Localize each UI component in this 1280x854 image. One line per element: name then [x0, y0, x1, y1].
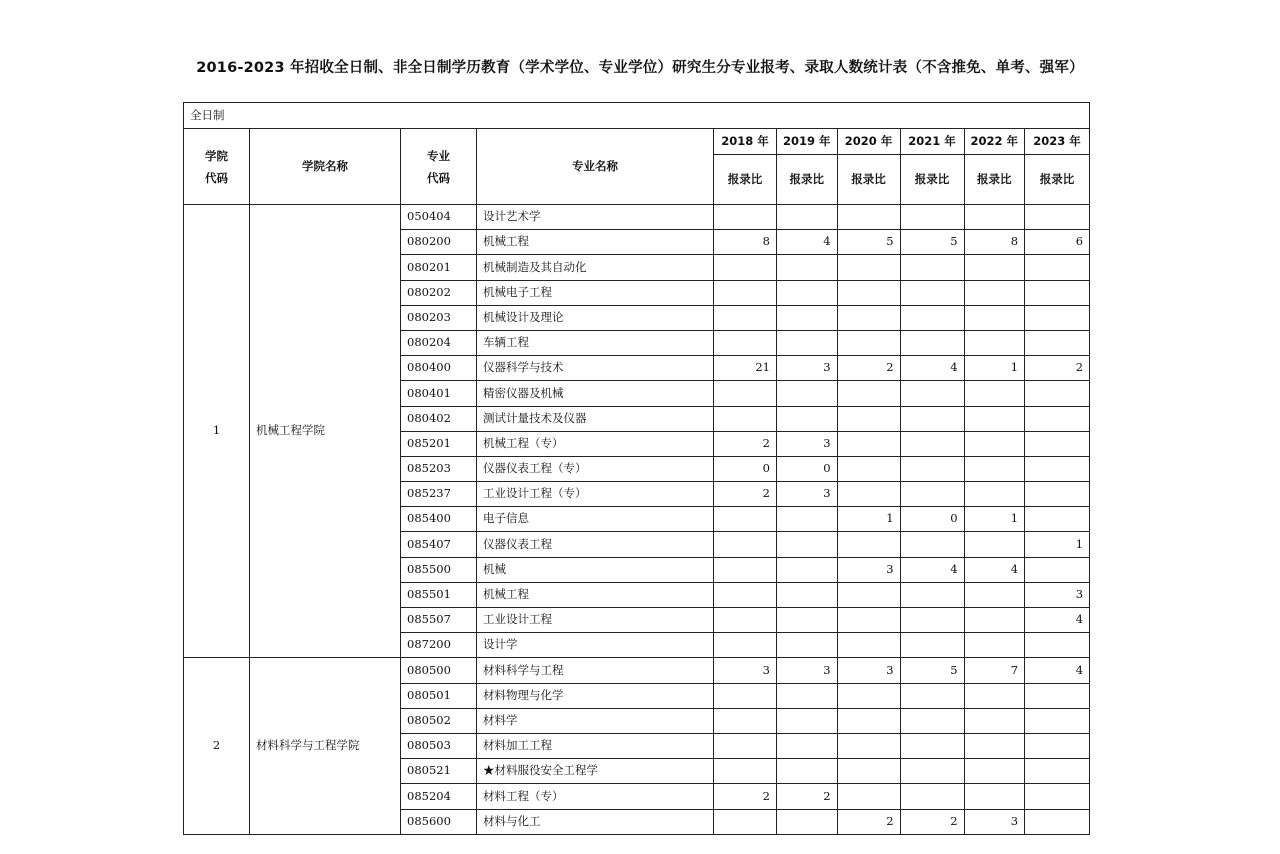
ratio-value-cell	[837, 633, 900, 658]
ratio-value-cell	[777, 557, 838, 582]
major-code-cell: 080503	[401, 733, 477, 758]
ratio-value-cell	[777, 683, 838, 708]
ratio-value-cell	[837, 683, 900, 708]
ratio-value-cell: 2	[1025, 356, 1090, 381]
ratio-value-cell	[900, 708, 964, 733]
major-name-cell: 机械设计及理论	[477, 305, 714, 330]
ratio-value-cell	[837, 431, 900, 456]
major-code-cell: 080204	[401, 330, 477, 355]
ratio-value-cell	[777, 582, 838, 607]
major-name-cell: 设计学	[477, 633, 714, 658]
ratio-value-cell	[900, 205, 964, 230]
header-college-name: 学院名称	[250, 129, 401, 205]
major-code-cell: 080203	[401, 305, 477, 330]
major-name-cell: 机械工程	[477, 230, 714, 255]
major-name-cell: 机械电子工程	[477, 280, 714, 305]
ratio-value-cell: 0	[777, 456, 838, 481]
ratio-value-cell	[714, 733, 777, 758]
ratio-value-cell	[714, 305, 777, 330]
ratio-value-cell	[964, 205, 1025, 230]
header-ratio-2019: 报录比	[777, 155, 838, 205]
ratio-value-cell	[900, 406, 964, 431]
header-year-2018: 2018 年	[714, 129, 777, 155]
ratio-value-cell	[714, 381, 777, 406]
major-name-cell: 机械制造及其自动化	[477, 255, 714, 280]
ratio-value-cell: 4	[777, 230, 838, 255]
ratio-value-cell	[837, 381, 900, 406]
college-code-cell: 1	[184, 205, 250, 658]
ratio-value-cell	[1025, 633, 1090, 658]
major-code-cell: 085203	[401, 456, 477, 481]
ratio-value-cell	[964, 784, 1025, 809]
major-code-cell: 080200	[401, 230, 477, 255]
ratio-value-cell	[777, 608, 838, 633]
ratio-value-cell: 3	[837, 557, 900, 582]
ratio-value-cell	[900, 330, 964, 355]
major-code-cell: 080201	[401, 255, 477, 280]
ratio-value-cell: 21	[714, 356, 777, 381]
ratio-value-cell	[837, 733, 900, 758]
ratio-value-cell: 2	[837, 356, 900, 381]
ratio-value-cell	[1025, 733, 1090, 758]
ratio-value-cell: 2	[714, 784, 777, 809]
ratio-value-cell	[777, 381, 838, 406]
ratio-value-cell	[900, 784, 964, 809]
ratio-value-cell	[900, 482, 964, 507]
ratio-value-cell	[714, 557, 777, 582]
header-year-2019: 2019 年	[777, 129, 838, 155]
college-code-cell: 2	[184, 658, 250, 834]
ratio-value-cell	[900, 456, 964, 481]
ratio-value-cell	[964, 683, 1025, 708]
header-college-code-line2: 代码	[205, 170, 228, 185]
ratio-value-cell: 0	[714, 456, 777, 481]
ratio-value-cell	[1025, 809, 1090, 834]
ratio-value-cell: 3	[777, 658, 838, 683]
header-ratio-2020: 报录比	[837, 155, 900, 205]
ratio-value-cell: 8	[964, 230, 1025, 255]
major-name-cell: 机械工程	[477, 582, 714, 607]
major-code-cell: 080521	[401, 759, 477, 784]
major-code-cell: 050404	[401, 205, 477, 230]
ratio-value-cell: 1	[837, 507, 900, 532]
college-name-cell: 机械工程学院	[250, 205, 401, 658]
ratio-value-cell: 1	[1025, 532, 1090, 557]
ratio-value-cell: 2	[837, 809, 900, 834]
header-college-code-line1: 学院	[205, 148, 228, 163]
major-name-cell: 材料加工工程	[477, 733, 714, 758]
major-code-cell: 080500	[401, 658, 477, 683]
major-code-cell: 080402	[401, 406, 477, 431]
ratio-value-cell	[900, 280, 964, 305]
ratio-value-cell	[1025, 280, 1090, 305]
header-ratio-2021: 报录比	[900, 155, 964, 205]
major-code-cell: 085237	[401, 482, 477, 507]
ratio-value-cell	[964, 582, 1025, 607]
college-name-cell: 材料科学与工程学院	[250, 658, 401, 834]
ratio-value-cell: 7	[964, 658, 1025, 683]
ratio-value-cell	[714, 633, 777, 658]
ratio-value-cell	[837, 205, 900, 230]
ratio-value-cell	[1025, 784, 1090, 809]
ratio-value-cell	[837, 759, 900, 784]
ratio-value-cell	[1025, 305, 1090, 330]
ratio-value-cell	[837, 708, 900, 733]
ratio-value-cell	[777, 406, 838, 431]
ratio-value-cell	[1025, 456, 1090, 481]
ratio-value-cell	[964, 406, 1025, 431]
ratio-value-cell	[777, 809, 838, 834]
ratio-value-cell	[1025, 507, 1090, 532]
major-name-cell: 工业设计工程（专）	[477, 482, 714, 507]
ratio-value-cell	[900, 582, 964, 607]
ratio-value-cell	[1025, 406, 1090, 431]
ratio-value-cell	[964, 482, 1025, 507]
ratio-value-cell	[777, 759, 838, 784]
ratio-value-cell	[964, 633, 1025, 658]
ratio-value-cell	[777, 733, 838, 758]
ratio-value-cell	[837, 582, 900, 607]
ratio-value-cell	[1025, 255, 1090, 280]
ratio-value-cell	[1025, 381, 1090, 406]
major-name-cell: 材料物理与化学	[477, 683, 714, 708]
ratio-value-cell	[1025, 205, 1090, 230]
ratio-value-cell	[837, 330, 900, 355]
ratio-value-cell	[837, 784, 900, 809]
ratio-value-cell	[900, 431, 964, 456]
ratio-value-cell	[837, 406, 900, 431]
header-year-2020: 2020 年	[837, 129, 900, 155]
major-code-cell: 080202	[401, 280, 477, 305]
ratio-value-cell	[714, 608, 777, 633]
major-name-cell: 设计艺术学	[477, 205, 714, 230]
ratio-value-cell	[777, 633, 838, 658]
ratio-value-cell: 4	[900, 557, 964, 582]
ratio-value-cell	[900, 305, 964, 330]
major-code-cell: 087200	[401, 633, 477, 658]
ratio-value-cell	[777, 330, 838, 355]
header-major-code	[401, 129, 477, 205]
ratio-value-cell	[837, 532, 900, 557]
statistics-table	[183, 102, 1090, 835]
major-name-cell: 机械	[477, 557, 714, 582]
ratio-value-cell	[714, 708, 777, 733]
ratio-value-cell	[777, 305, 838, 330]
ratio-value-cell	[714, 280, 777, 305]
ratio-value-cell	[964, 381, 1025, 406]
major-code-cell: 085407	[401, 532, 477, 557]
ratio-value-cell: 6	[1025, 230, 1090, 255]
major-name-cell: 工业设计工程	[477, 608, 714, 633]
ratio-value-cell	[900, 733, 964, 758]
ratio-value-cell	[714, 759, 777, 784]
major-code-cell: 080400	[401, 356, 477, 381]
ratio-value-cell	[900, 608, 964, 633]
ratio-value-cell	[964, 305, 1025, 330]
ratio-value-cell	[777, 507, 838, 532]
ratio-value-cell	[714, 406, 777, 431]
ratio-value-cell	[900, 683, 964, 708]
ratio-value-cell: 4	[1025, 658, 1090, 683]
ratio-value-cell	[714, 582, 777, 607]
ratio-value-cell	[964, 255, 1025, 280]
ratio-value-cell	[1025, 683, 1090, 708]
ratio-value-cell	[964, 733, 1025, 758]
ratio-value-cell: 3	[714, 658, 777, 683]
ratio-value-cell: 3	[777, 356, 838, 381]
ratio-value-cell	[964, 759, 1025, 784]
major-name-cell: ★材料服役安全工程学	[477, 759, 714, 784]
major-code-cell: 080501	[401, 683, 477, 708]
ratio-value-cell	[964, 431, 1025, 456]
major-name-cell: 材料与化工	[477, 809, 714, 834]
major-code-cell: 080502	[401, 708, 477, 733]
major-code-cell: 085507	[401, 608, 477, 633]
ratio-value-cell	[900, 633, 964, 658]
ratio-value-cell: 2	[714, 431, 777, 456]
ratio-value-cell	[837, 280, 900, 305]
ratio-value-cell: 2	[777, 784, 838, 809]
header-year-2022: 2022 年	[964, 129, 1025, 155]
table-row	[184, 658, 1090, 683]
ratio-value-cell	[964, 330, 1025, 355]
ratio-value-cell	[714, 330, 777, 355]
major-code-cell: 085400	[401, 507, 477, 532]
ratio-value-cell: 3	[964, 809, 1025, 834]
ratio-value-cell: 2	[900, 809, 964, 834]
ratio-value-cell: 8	[714, 230, 777, 255]
ratio-value-cell: 5	[900, 658, 964, 683]
ratio-value-cell	[964, 456, 1025, 481]
header-major-code-line2: 代码	[427, 170, 450, 185]
ratio-value-cell	[837, 305, 900, 330]
header-year-2023: 2023 年	[1025, 129, 1090, 155]
ratio-value-cell: 4	[900, 356, 964, 381]
ratio-value-cell	[837, 608, 900, 633]
section-row	[184, 103, 1090, 129]
ratio-value-cell: 1	[964, 356, 1025, 381]
ratio-value-cell	[964, 280, 1025, 305]
ratio-value-cell: 3	[777, 431, 838, 456]
major-code-cell: 085201	[401, 431, 477, 456]
header-year-2021: 2021 年	[900, 129, 964, 155]
header-major-code-line1: 专业	[427, 148, 450, 163]
ratio-value-cell	[777, 280, 838, 305]
ratio-value-cell	[714, 507, 777, 532]
ratio-value-cell: 5	[900, 230, 964, 255]
header-ratio-2022: 报录比	[964, 155, 1025, 205]
ratio-value-cell	[714, 205, 777, 230]
major-name-cell: 电子信息	[477, 507, 714, 532]
ratio-value-cell	[714, 809, 777, 834]
ratio-value-cell	[714, 532, 777, 557]
major-code-cell: 085204	[401, 784, 477, 809]
table-row	[184, 205, 1090, 230]
ratio-value-cell	[964, 708, 1025, 733]
major-name-cell: 测试计量技术及仪器	[477, 406, 714, 431]
ratio-value-cell	[714, 255, 777, 280]
ratio-value-cell	[777, 532, 838, 557]
ratio-value-cell	[900, 381, 964, 406]
ratio-value-cell: 3	[777, 482, 838, 507]
ratio-value-cell	[964, 532, 1025, 557]
ratio-value-cell: 4	[1025, 608, 1090, 633]
major-name-cell: 机械工程（专）	[477, 431, 714, 456]
ratio-value-cell	[1025, 431, 1090, 456]
major-code-cell: 085500	[401, 557, 477, 582]
major-name-cell: 仪器科学与技术	[477, 356, 714, 381]
ratio-value-cell	[777, 205, 838, 230]
major-name-cell: 仪器仪表工程	[477, 532, 714, 557]
header-ratio-2018: 报录比	[714, 155, 777, 205]
ratio-value-cell	[777, 255, 838, 280]
major-name-cell: 材料科学与工程	[477, 658, 714, 683]
major-code-cell: 080401	[401, 381, 477, 406]
ratio-value-cell	[837, 456, 900, 481]
ratio-value-cell: 4	[964, 557, 1025, 582]
ratio-value-cell: 1	[964, 507, 1025, 532]
ratio-value-cell	[714, 683, 777, 708]
ratio-value-cell: 0	[900, 507, 964, 532]
major-name-cell: 材料工程（专）	[477, 784, 714, 809]
header-row-years	[184, 129, 1090, 155]
ratio-value-cell	[837, 482, 900, 507]
section-label: 全日制	[184, 103, 1090, 129]
ratio-value-cell: 3	[837, 658, 900, 683]
header-major-name: 专业名称	[477, 129, 714, 205]
ratio-value-cell	[837, 255, 900, 280]
major-code-cell: 085600	[401, 809, 477, 834]
ratio-value-cell	[1025, 330, 1090, 355]
major-name-cell: 仪器仪表工程（专）	[477, 456, 714, 481]
ratio-value-cell	[900, 759, 964, 784]
major-code-cell: 085501	[401, 582, 477, 607]
ratio-value-cell	[777, 708, 838, 733]
ratio-value-cell	[1025, 482, 1090, 507]
document-title: 2016-2023 年招收全日制、非全日制学历教育（学术学位、专业学位）研究生分专业报考、录取人数统计表（不含推免、单考、强军）	[196, 60, 1084, 76]
major-name-cell: 材料学	[477, 708, 714, 733]
ratio-value-cell	[900, 532, 964, 557]
major-name-cell: 精密仪器及机械	[477, 381, 714, 406]
ratio-value-cell	[964, 608, 1025, 633]
ratio-value-cell: 3	[1025, 582, 1090, 607]
header-college-code	[184, 129, 250, 205]
ratio-value-cell	[900, 255, 964, 280]
ratio-value-cell	[1025, 759, 1090, 784]
header-ratio-2023: 报录比	[1025, 155, 1090, 205]
ratio-value-cell: 2	[714, 482, 777, 507]
ratio-value-cell	[1025, 557, 1090, 582]
major-name-cell: 车辆工程	[477, 330, 714, 355]
ratio-value-cell	[1025, 708, 1090, 733]
ratio-value-cell: 5	[837, 230, 900, 255]
